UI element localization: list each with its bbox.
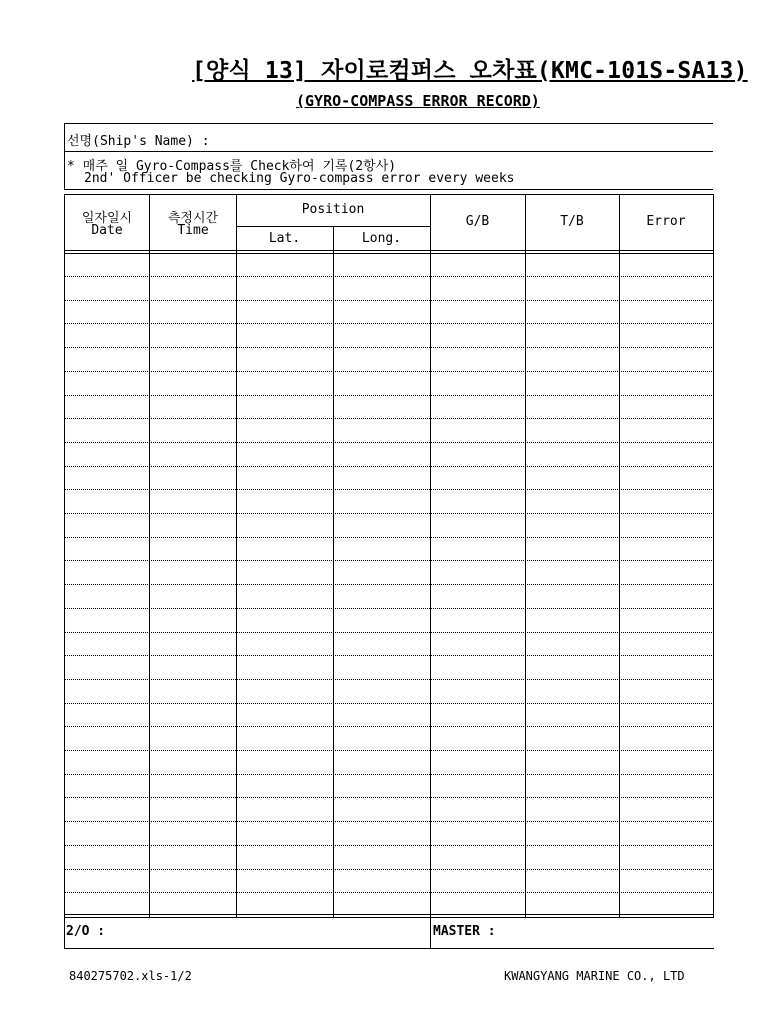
table-row-divider xyxy=(64,560,714,561)
header-tb: T/B xyxy=(560,214,584,229)
ship-name-label: 선명(Ship's Name) : xyxy=(67,134,210,149)
footer-filename: 840275702.xls-1/2 xyxy=(69,969,192,983)
table-row-divider xyxy=(64,821,714,822)
table-row-divider xyxy=(64,797,714,798)
table-row-divider xyxy=(64,774,714,775)
footer-company: KWANGYANG MARINE CO., LTD xyxy=(504,969,685,983)
ship-name-row[interactable] xyxy=(64,123,713,151)
body-bottom-line-1 xyxy=(64,914,714,915)
col-divider-position xyxy=(430,194,431,949)
header-long: Long. xyxy=(361,231,402,246)
table-row-divider xyxy=(64,608,714,609)
header-time: Time xyxy=(177,223,209,238)
table-row-divider xyxy=(64,679,714,680)
header-time-kr: 측정시간 xyxy=(167,211,219,226)
col-divider-date xyxy=(149,194,150,917)
note-line-1: * 매주 일 Gyro-Compass를 Check하여 기록(2항사) xyxy=(67,159,397,174)
table-row-divider xyxy=(64,276,714,277)
body-bottom-line-2 xyxy=(64,917,714,918)
table-row-divider xyxy=(64,371,714,372)
table-row-divider xyxy=(64,750,714,751)
table-row-divider xyxy=(64,513,714,514)
table-row-divider xyxy=(64,395,714,396)
col-divider-time xyxy=(236,194,237,917)
form-title: [양식 13] 자이로컴퍼스 오차표(KMC-101S-SA13) xyxy=(192,58,748,84)
table-row-divider xyxy=(64,655,714,656)
table-row-divider xyxy=(64,418,714,419)
header-lat: Lat. xyxy=(268,231,301,246)
header-error: Error xyxy=(646,214,686,229)
master-signature[interactable]: MASTER : xyxy=(433,924,496,939)
table-left-border xyxy=(64,194,65,949)
table-row-divider xyxy=(64,584,714,585)
table-row-divider xyxy=(64,442,714,443)
table-row-divider xyxy=(64,869,714,870)
second-officer-signature[interactable]: 2/O : xyxy=(66,924,106,939)
table-right-border xyxy=(713,194,714,917)
table-row-divider xyxy=(64,537,714,538)
table-row-divider xyxy=(64,726,714,727)
note-line-2: 2nd' Officer be checking Gyro-compass error every weeks xyxy=(84,171,515,186)
header-bottom-line-2 xyxy=(64,253,714,254)
table-row-divider xyxy=(64,300,714,301)
header-position: Position xyxy=(301,202,365,217)
header-date: Date xyxy=(91,223,123,238)
signature-bottom-line xyxy=(64,948,714,949)
table-row-divider xyxy=(64,845,714,846)
table-row-divider xyxy=(64,703,714,704)
table-row-divider xyxy=(64,323,714,324)
table-row-divider xyxy=(64,892,714,893)
instruction-note xyxy=(64,151,713,190)
error-record-table xyxy=(64,194,714,949)
table-top-border xyxy=(64,194,714,195)
table-row-divider xyxy=(64,466,714,467)
header-bottom-line-1 xyxy=(64,250,714,251)
table-row-divider xyxy=(64,347,714,348)
col-divider-gb xyxy=(525,194,526,917)
form-subtitle: (GYRO-COMPASS ERROR RECORD) xyxy=(296,92,540,110)
col-divider-lat xyxy=(333,226,334,917)
table-row-divider xyxy=(64,632,714,633)
header-date-kr: 일자일시 xyxy=(81,211,133,226)
table-row-divider xyxy=(64,489,714,490)
header-gb: G/B xyxy=(465,214,490,229)
col-divider-tb xyxy=(619,194,620,917)
